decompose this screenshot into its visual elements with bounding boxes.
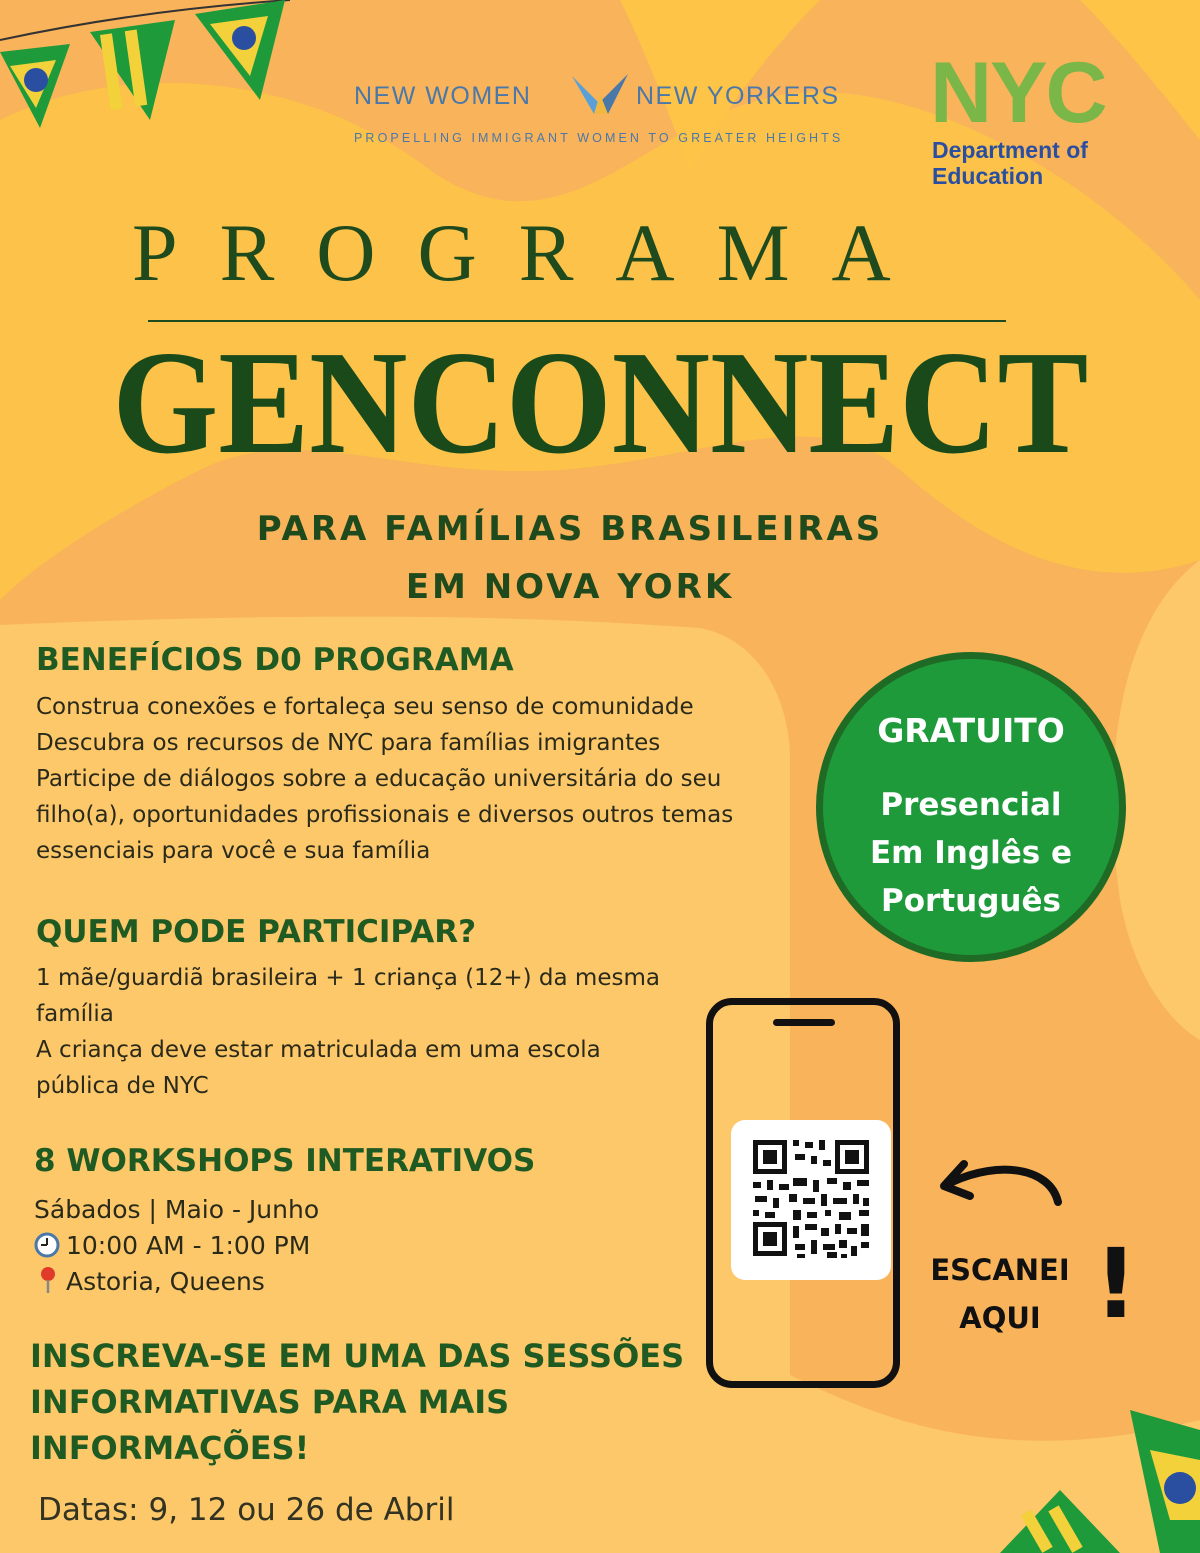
page-title: GENCONNECT [112, 321, 1089, 485]
workshops-details [34, 1192, 319, 1300]
phone-speaker [773, 1019, 835, 1026]
clock-icon [34, 1232, 60, 1258]
bunting-flags-bottom-icon [990, 1410, 1200, 1553]
cta-line: INFORMAÇÕES! [30, 1429, 310, 1467]
badge-line: Presencial [880, 787, 1062, 823]
nyc-logo-text: NYC [930, 56, 1106, 130]
workshop-location-row [34, 1264, 319, 1300]
title-subtitle [180, 500, 960, 616]
eligibility-line: A criança deve estar matriculada em uma escola [36, 1037, 601, 1063]
workshop-schedule: Sábados | Maio - Junho [34, 1195, 320, 1224]
qr-code[interactable] [731, 1120, 891, 1280]
eligibility-line: família [36, 1001, 114, 1027]
badge-line: Em Inglês e [870, 835, 1072, 871]
subtitle-line1: PARA FAMÍLIAS BRASILEIRAS [256, 509, 884, 549]
session-dates: Datas: 9, 12 ou 26 de Abril [38, 1492, 455, 1528]
benefits-heading: BENEFÍCIOS D0 PROGRAMA [36, 642, 514, 678]
benefit-line: filho(a), oportunidades profissionais e diversos outros temas [36, 802, 734, 828]
bird-logo-icon [570, 72, 630, 118]
bunting-flags-icon [0, 0, 290, 140]
badge-free: GRATUITO [877, 711, 1065, 750]
title-kicker: PROGRAMA [132, 207, 933, 298]
benefit-line: Descubra os recursos de NYC para famílias imigrantes [36, 730, 661, 756]
benefit-line: Participe de diálogos sobre a educação universitária do seu [36, 766, 722, 792]
badge-line: Português [881, 883, 1061, 919]
cta-text [30, 1333, 684, 1471]
phone-illustration [706, 998, 900, 1388]
eligibility-line: pública de NYC [36, 1073, 209, 1099]
workshop-time: 10:00 AM - 1:00 PM [66, 1231, 311, 1260]
benefit-line: Construa conexões e fortaleça seu senso de comunidade [36, 694, 694, 720]
free-badge [816, 652, 1126, 962]
badge-details [823, 781, 1119, 925]
nyc-dept-line2: Education [932, 163, 1044, 189]
benefits-list [36, 689, 733, 869]
benefit-line: essenciais para você e sua família [36, 838, 431, 864]
cta-line: INFORMATIVAS PARA MAIS [30, 1383, 510, 1421]
workshop-location: Astoria, Queens [66, 1267, 265, 1296]
qr-code-icon [731, 1120, 891, 1280]
workshop-time-row [34, 1228, 319, 1264]
org-tagline: PROPELLING IMMIGRANT WOMEN TO GREATER HEIGHTS [354, 131, 844, 145]
nyc-department [932, 137, 1088, 189]
pin-icon [38, 1266, 58, 1294]
eligibility-heading: QUEM PODE PARTICIPAR? [36, 914, 477, 950]
org-name-left: NEW WOMEN [354, 82, 532, 110]
org-name-right: NEW YORKERS [636, 82, 840, 110]
nyc-logo [930, 56, 1142, 130]
nyc-dept-line1: Department of [932, 137, 1088, 163]
eligibility-list [36, 960, 660, 1104]
scan-label [910, 1246, 1090, 1342]
scan-line2: AQUI [959, 1301, 1041, 1335]
cta-line: INSCREVA-SE EM UMA DAS SESSÕES [30, 1337, 685, 1375]
eligibility-line: 1 mãe/guardiã brasileira + 1 criança (12+) da mesma [36, 965, 660, 991]
scan-line1: ESCANEI [930, 1253, 1070, 1287]
workshops-heading: 8 WORKSHOPS INTERATIVOS [34, 1143, 536, 1179]
curved-arrow-icon [930, 1150, 1070, 1210]
exclamation-mark: ! [1094, 1228, 1138, 1340]
subtitle-line2: EM NOVA YORK [405, 567, 735, 607]
